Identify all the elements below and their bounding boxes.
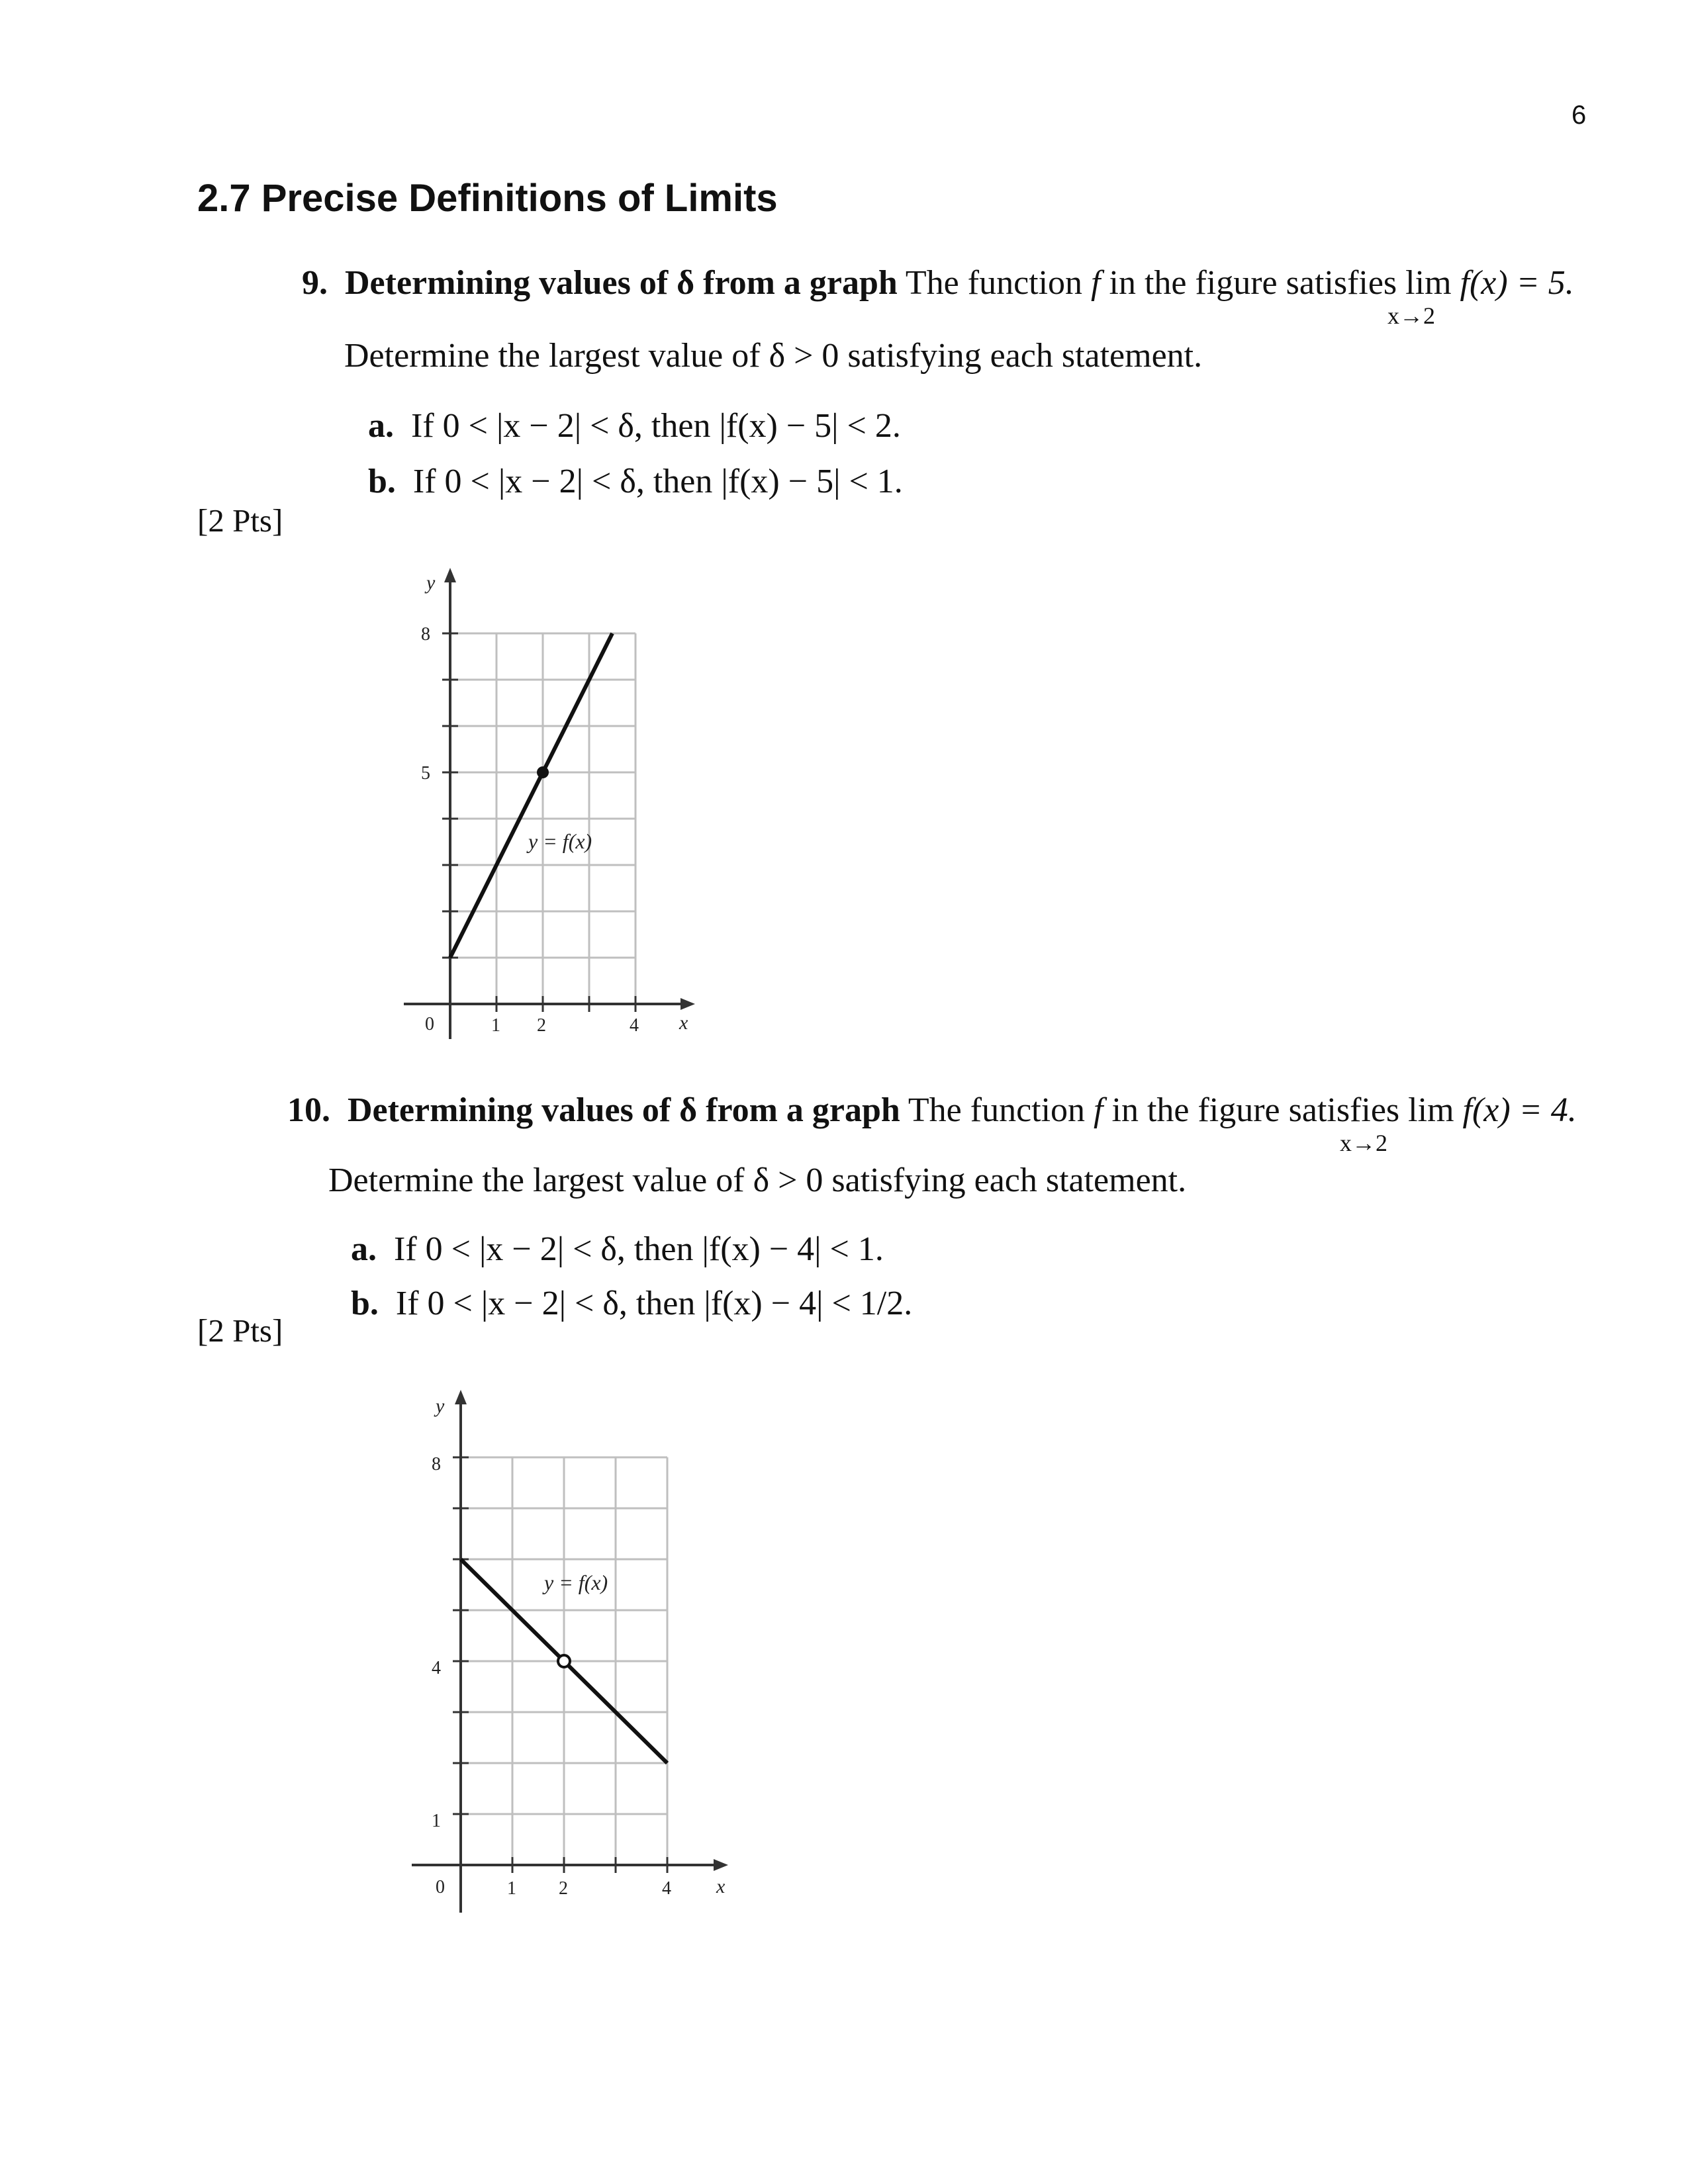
graph-2-ytick-1: 1 [432, 1811, 441, 1831]
problem-9-item-b-text: If 0 < |x − 2| < δ, then |f(x) − 5| < 1. [412, 463, 903, 500]
problem-9-instruction: Determine the largest value of δ > 0 satisfying each statement. [344, 337, 1203, 375]
problem-9-item-a-text: If 0 < |x − 2| < δ, then |f(x) − 5| < 2. [411, 407, 901, 445]
problem-9-title: Determining values of δ from a graph [345, 264, 898, 302]
problem-9-prefix: The function [905, 264, 1083, 302]
problem-10-func-name: f [1094, 1091, 1103, 1129]
problem-9-lim-word: lim [1405, 264, 1452, 302]
graph-1-y-label: y [426, 572, 436, 594]
problem-10-item-a-text: If 0 < |x − 2| < δ, then |f(x) − 4| < 1. [394, 1230, 884, 1268]
section-title: 2.7 Precise Definitions of Limits [197, 177, 778, 220]
graph-1-x-arrow-icon [680, 998, 695, 1010]
problem-9-item-a-label: a. [368, 407, 394, 445]
problem-10-graph [404, 1383, 748, 1919]
problem-10-lim-word: lim [1408, 1091, 1454, 1129]
problem-9-heading-line [302, 263, 1574, 302]
problem-9-item-b-label: b. [368, 463, 396, 500]
graph-2-curve-label: y = f(x) [544, 1570, 608, 1594]
graph-2-x-arrow-icon [714, 1859, 728, 1871]
problem-10-instruction: Determine the largest value of δ > 0 satisfying each statement. [328, 1161, 1187, 1199]
graph-1-y-arrow-icon [444, 568, 456, 582]
problem-9-lim-expr: f(x) = 5. [1460, 264, 1574, 302]
problem-10-mid: in the figure satisfies [1111, 1091, 1400, 1129]
graph-1-grid [450, 633, 635, 1004]
problem-10-prefix: The function [908, 1091, 1086, 1129]
problem-10-lim-subscript: x→2 [1340, 1130, 1387, 1156]
problem-9-item-b [368, 462, 903, 501]
problem-10-number: 10. [287, 1091, 330, 1129]
problem-9-mid: in the figure satisfies [1109, 264, 1397, 302]
problem-10-points: [2 Pts] [197, 1312, 283, 1349]
graph-1-curve-label: y = f(x) [528, 829, 592, 853]
graph-2-xtick-2: 2 [559, 1878, 568, 1899]
problem-10-item-a [351, 1230, 884, 1269]
problem-10-item-a-label: a. [351, 1230, 377, 1268]
problem-10-title: Determining values of δ from a graph [348, 1091, 900, 1129]
problem-10-lim-expr: f(x) = 4. [1462, 1091, 1577, 1129]
problem-9-item-a [368, 406, 901, 445]
graph-1-xtick-4: 4 [630, 1015, 639, 1036]
graph-2-ytick-4: 4 [432, 1658, 441, 1678]
graph-1-xtick-2: 2 [537, 1015, 546, 1036]
problem-9-number: 9. [302, 264, 328, 302]
problem-10-item-b-text: If 0 < |x − 2| < δ, then |f(x) − 4| < 1/2. [395, 1285, 913, 1322]
graph-2-xlabel: x [716, 1876, 726, 1897]
graph-1-ticks [442, 633, 635, 1012]
graph-2-xtick-0: 0 [436, 1877, 445, 1897]
problem-9-lim-subscript: x→2 [1387, 302, 1435, 329]
problem-9-points: [2 Pts] [197, 502, 283, 539]
graph-2-xtick-4: 4 [662, 1878, 671, 1899]
problem-10-heading-line [287, 1091, 1577, 1130]
graph-1-xlabel: x [679, 1012, 688, 1034]
graph-2-y-arrow-icon [455, 1390, 467, 1404]
problem-10-item-b-label: b. [351, 1285, 379, 1322]
graph-2-ytick-8: 8 [432, 1454, 441, 1475]
graph-2-y-label: y [436, 1395, 445, 1417]
graph-1-line [450, 633, 612, 958]
problem-9-graph [397, 563, 702, 1046]
page-number: 6 [1571, 101, 1587, 130]
graph-1-ytick-5: 5 [421, 763, 430, 784]
problem-9-func-name: f [1091, 264, 1101, 302]
graph-2-xtick-1: 1 [507, 1878, 516, 1899]
graph-1-xtick-1: 1 [491, 1015, 500, 1036]
graph-1-ytick-8: 8 [421, 624, 430, 645]
graph-1-xtick-0: 0 [425, 1014, 434, 1034]
graph-1-point [537, 766, 549, 778]
problem-10-item-b [351, 1284, 912, 1323]
graph-2-point [558, 1655, 570, 1667]
